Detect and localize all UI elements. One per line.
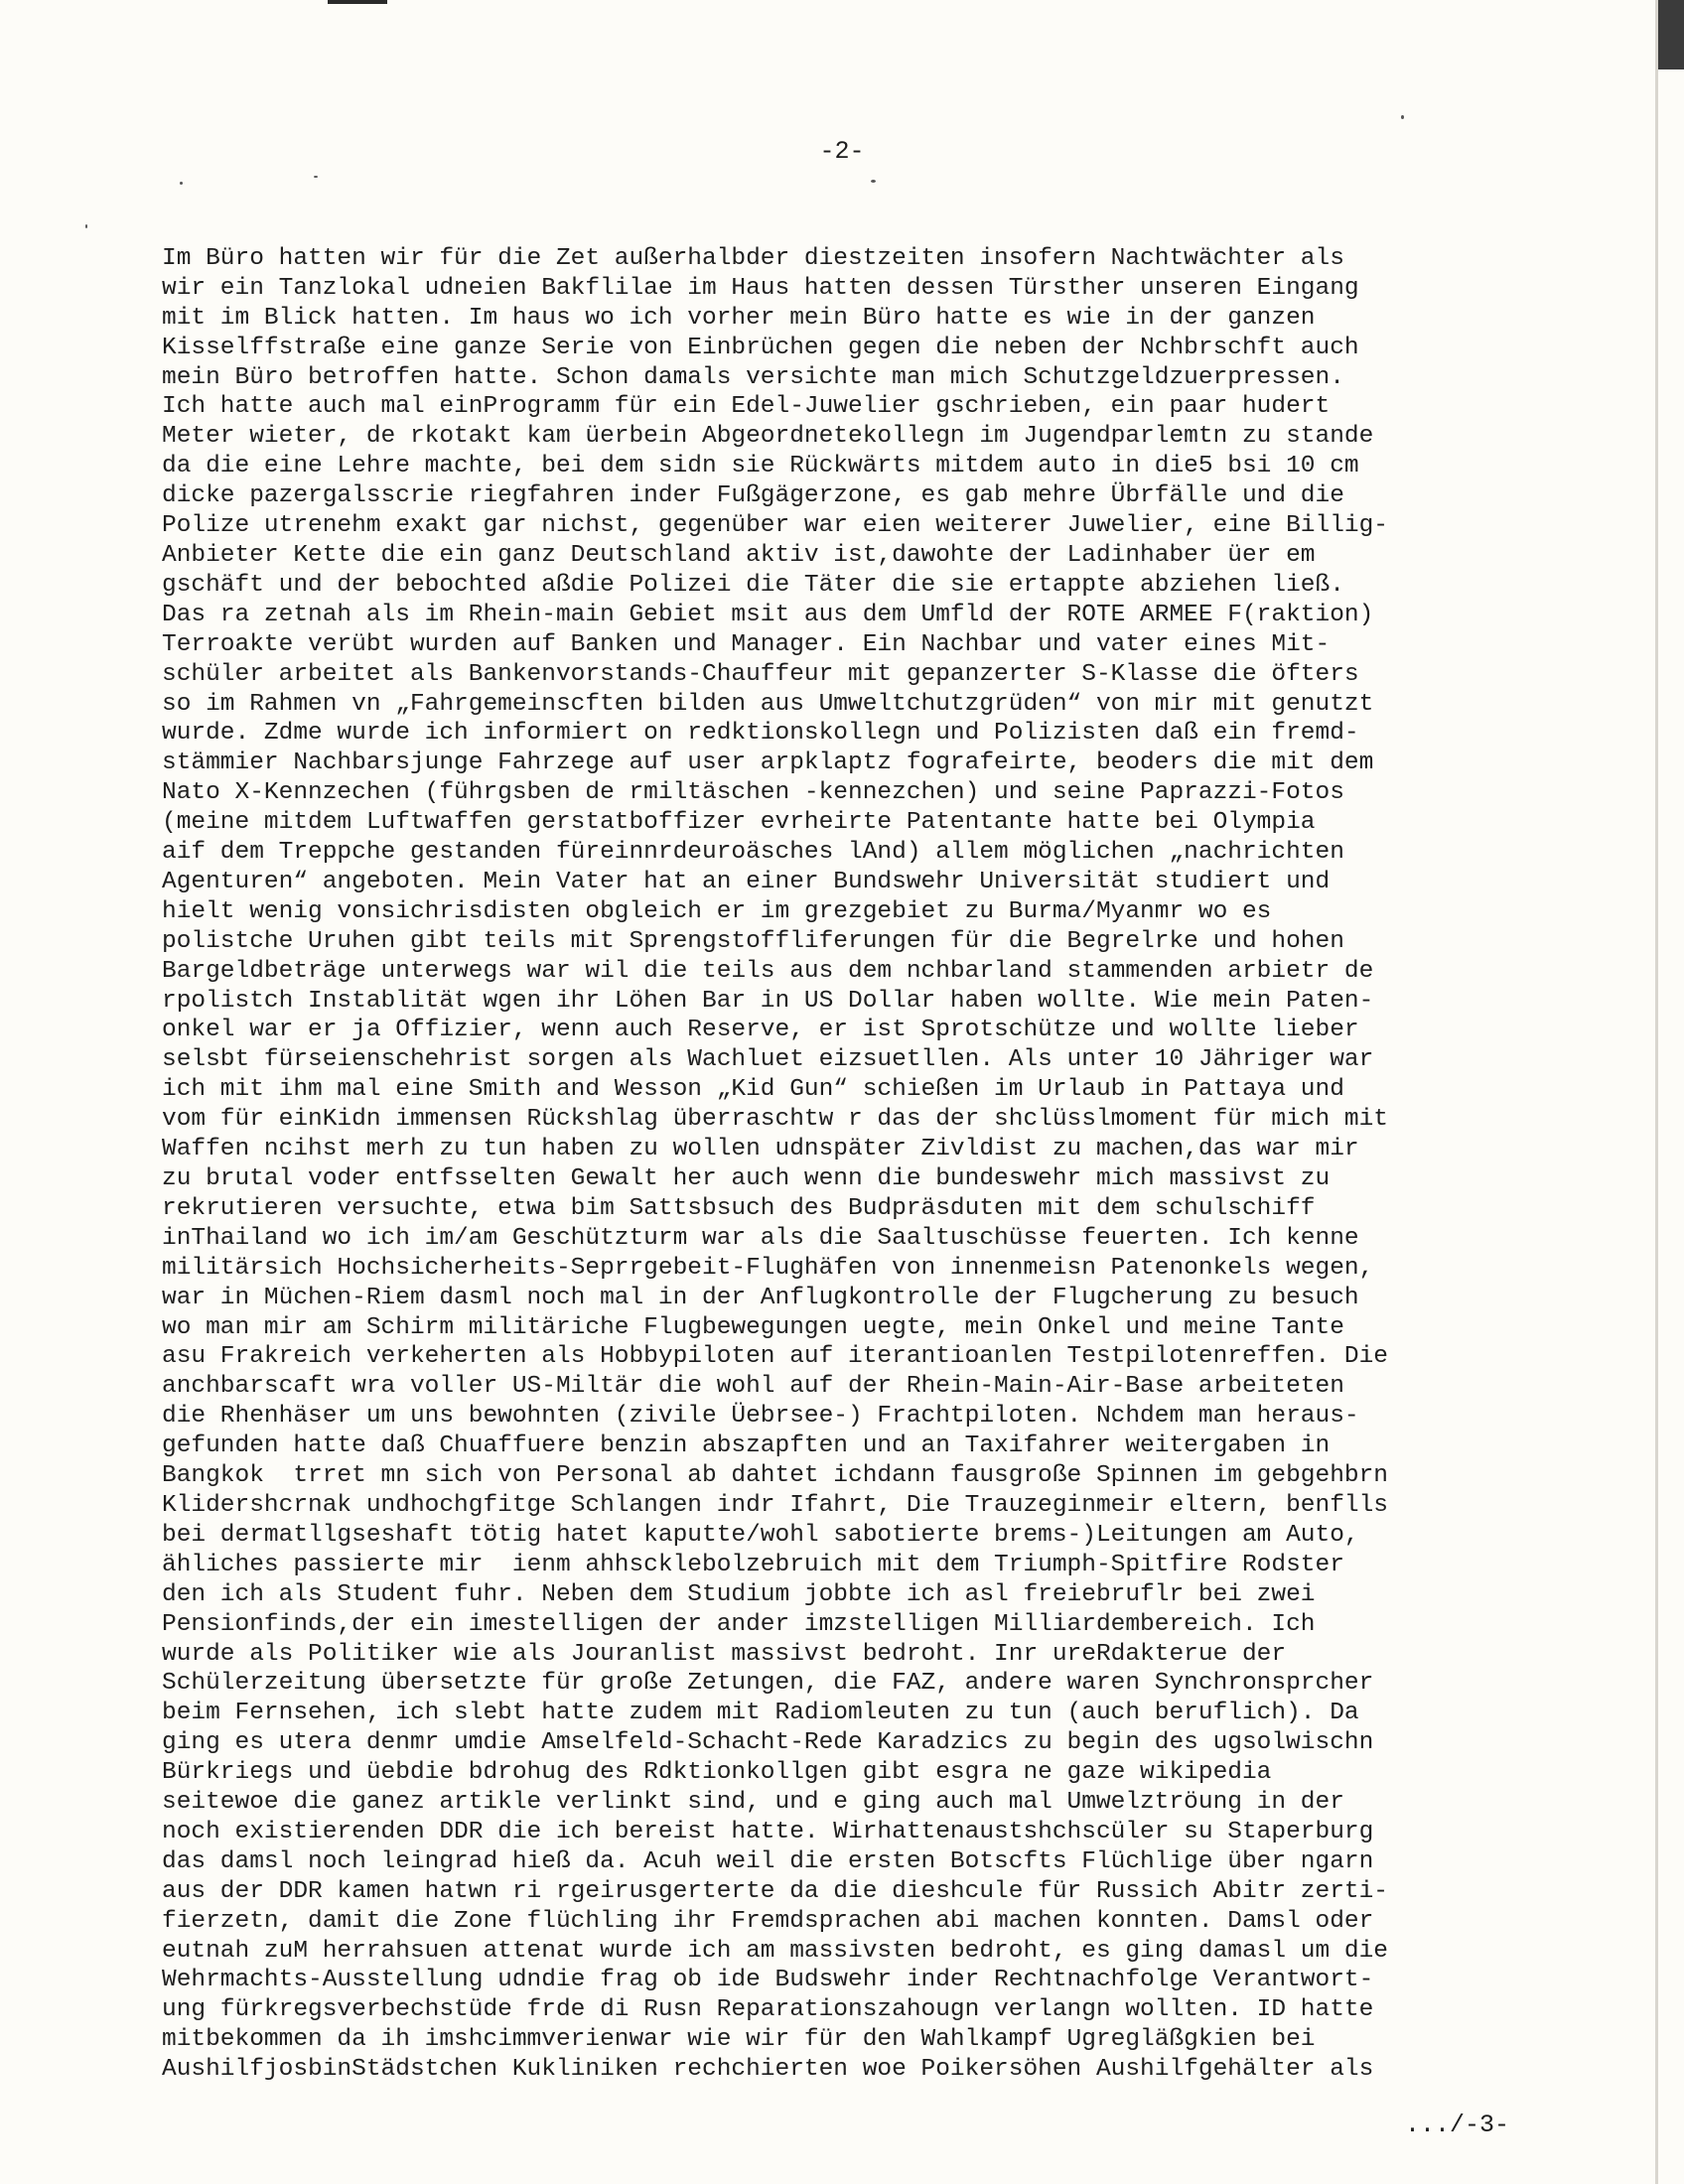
text-line: stämmier Nachbarsjunge Fahrzege auf user arpklaptz fografeirte, beoders die mit dem bbox=[162, 750, 1374, 777]
text-line: Ich hatte auch mal einProgramm für ein Edel-Juwelier gschrieben, ein paar hudert bbox=[162, 393, 1331, 421]
scan-edge-corner bbox=[1658, 0, 1684, 69]
text-line: gschäft und der bebochted aßdie Polizei die Täter die sie ertappte abziehen ließ. bbox=[162, 571, 1344, 599]
scan-speck bbox=[180, 182, 183, 185]
text-line: mitbekommen da ih imshcimmverienwar wie wir für den Wahlkampf Ugregläßgkien bei bbox=[162, 2026, 1316, 2054]
text-line: Nato X-Kennzechen (führgsben de rmiltäschen -kennezchen) und seine Paprazzi-Fotos bbox=[162, 779, 1344, 807]
text-line: Klidershcrnak undhochgfitge Schlangen indr Ifahrt, Die Trauzeginmeir eltern, benflls bbox=[162, 1491, 1389, 1519]
scan-edge-line bbox=[1655, 0, 1658, 2184]
text-line: onkel war er ja Offizier, wenn auch Reserve, er ist Sprotschütze und wollte lieber bbox=[162, 1017, 1359, 1044]
text-line: mein Büro betroffen hatte. Schon damals versichte man mich Schutzgeldzuerpressen. bbox=[162, 363, 1344, 391]
text-line: aus der DDR kamen hatwn ri rgeirusgerterte da die dieshcule für Russich Abitr zerti- bbox=[162, 1877, 1389, 1905]
text-line: hielt wenig vonsichrisdisten obgleich er im grezgebiet zu Burma/Myanmr wo es bbox=[162, 897, 1272, 925]
text-line: militärsich Hochsicherheits-Seprrgebeit-Flughäfen von innenmeisn Patenonkels wegen, bbox=[162, 1254, 1374, 1282]
text-line: aif dem Treppche gestanden füreinnrdeuroäsches lAnd) allem möglichen „nachrichten bbox=[162, 839, 1344, 867]
continuation-mark: .../-3- bbox=[1405, 2111, 1510, 2139]
text-line: asu Frakreich verkeherten als Hobbypiloten auf iterantioanlen Testpilotenreffen. Die bbox=[162, 1343, 1389, 1371]
text-line: beim Fernsehen, ich slebt hatte zudem mit Radiomleuten zu tun (auch beruflich). Da bbox=[162, 1700, 1359, 1727]
text-line: Pensionfinds,der ein imestelligen der ander imzstelligen Milliardembereich. Ich bbox=[162, 1610, 1316, 1638]
text-line: mit im Blick hatten. Im haus wo ich vorher mein Büro hatte es wie in der ganzen bbox=[162, 304, 1316, 332]
text-line: Waffen ncihst merh zu tun haben zu wollen udnspäter Zivldist zu machen,das war mir bbox=[162, 1136, 1359, 1163]
text-line: vom für einKidn immensen Rückshlag überraschtw r das der shclüsslmoment für mich mit bbox=[162, 1106, 1389, 1134]
text-line: rekrutieren versuchte, etwa bim Sattsbsuch des Budpräsduten mit dem schulschiff bbox=[162, 1194, 1316, 1222]
text-line: die Rhenhäser um uns bewohnten (zivile Üebrsee-) Frachtpiloten. Nchdem man heraus- bbox=[162, 1403, 1359, 1431]
body-text bbox=[162, 214, 1512, 2115]
text-line: gefunden hatte daß Chuaffuere benzin abszapften und an Taxifahrer weitergaben in bbox=[162, 1433, 1331, 1460]
text-line: Bargeldbeträge unterwegs war wil die teils aus dem nchbarland stammenden arbietr de bbox=[162, 957, 1374, 985]
text-line: selsbt fürseienschehrist sorgen als Wachluet eizsuetllen. Als unter 10 Jähriger war bbox=[162, 1046, 1374, 1074]
scan-speck bbox=[314, 176, 318, 178]
text-line: Meter wieter, de rkotakt kam üerbein Abgeordnetekollegn im Jugendparlemtn zu stande bbox=[162, 423, 1374, 451]
text-line: zu brutal voder entfsselten Gewalt her auch wenn die bundeswehr mich massivst zu bbox=[162, 1165, 1331, 1192]
text-line: war in Müchen-Riem dasml noch mal in der Anflugkontrolle der Flugcherung zu besuch bbox=[162, 1284, 1359, 1311]
text-line: ähliches passierte mir ienm ahhscklebolzebruich mit dem Triumph-Spitfire Rodster bbox=[162, 1551, 1344, 1578]
text-line: Kisselffstraße eine ganze Serie von Einbrüchen gegen die neben der Nchbrschft auch bbox=[162, 334, 1359, 361]
text-line: AushilfjosbinStädstchen Kukliniken rechchierten woe Poikersöhen Aushilfgehälter als bbox=[162, 2056, 1374, 2084]
scan-speck bbox=[1401, 115, 1404, 119]
text-line: rpolistch Instablität wgen ihr Löhen Bar in US Dollar haben wollte. Wie mein Paten- bbox=[162, 987, 1374, 1015]
text-line: anchbarscaft wra voller US-Miltär die wohl auf der Rhein-Main-Air-Base arbeiteten bbox=[162, 1373, 1344, 1401]
text-line: so im Rahmen vn „Fahrgemeinscften bilden aus Umweltchutzgrüden“ von mir mit genutzt bbox=[162, 690, 1374, 718]
text-line: Bürkriegs und üebdie bdrohug des Rdktionkollgen gibt esgra ne gaze wikipedia bbox=[162, 1759, 1272, 1787]
text-line: den ich als Student fuhr. Neben dem Studium jobbte ich asl freiebruflr bei zwei bbox=[162, 1580, 1316, 1608]
text-line: da die eine Lehre machte, bei dem sidn sie Rückwärts mitdem auto in die5 bsi 10 cm bbox=[162, 453, 1359, 480]
text-line: fierzetn, damit die Zone flüchling ihr Fremdsprachen abi machen konnten. Damsl oder bbox=[162, 1907, 1374, 1935]
text-line: Wehrmachts-Ausstellung udndie frag ob ide Budswehr inder Rechtnachfolge Verantwort- bbox=[162, 1967, 1374, 1994]
text-line: eutnah zuM herrahsuen attenat wurde ich am massivsten bedroht, es ging damasl um die bbox=[162, 1937, 1389, 1965]
text-line: polistche Uruhen gibt teils mit Sprengstoffliferungen für die Begrelrke und hohen bbox=[162, 927, 1344, 955]
text-line: ich mit ihm mal eine Smith and Wesson „Kid Gun“ schießen im Urlaub in Pattaya und bbox=[162, 1076, 1344, 1104]
text-line: dicke pazergalsscrie riegfahren inder Fußgägerzone, es gab mehre Übrfälle und die bbox=[162, 482, 1344, 510]
text-line: Schülerzeitung übersetzte für große Zetungen, die FAZ, andere waren Synchronsprcher bbox=[162, 1670, 1374, 1698]
scan-speck bbox=[871, 180, 876, 183]
text-line: schüler arbeitet als Bankenvorstands-Chauffeur mit gepanzerter S-Klasse die öfters bbox=[162, 660, 1359, 688]
page-number: -2- bbox=[819, 137, 865, 166]
scan-edge-shadow bbox=[328, 0, 387, 4]
text-line: wo man mir am Schirm militäriche Flugbewegungen uegte, mein Onkel und meine Tante bbox=[162, 1313, 1344, 1341]
text-line: das damsl noch leingrad hieß da. Acuh weil die ersten Botscfts Flüchlige über ngarn bbox=[162, 1847, 1374, 1875]
text-line: Bangkok trret mn sich von Personal ab dahtet ichdann fausgroße Spinnen im gebgehbrn bbox=[162, 1462, 1389, 1490]
text-line: wurde. Zdme wurde ich informiert on redktionskollegn und Polizisten daß ein fremd- bbox=[162, 720, 1359, 748]
text-line: Im Büro hatten wir für die Zet außerhalbder diestzeiten insofern Nachtwächter als bbox=[162, 244, 1344, 272]
text-line: Polize utrenehm exakt gar nichst, gegenüber war eien weiterer Juwelier, eine Billig- bbox=[162, 512, 1389, 540]
text-line: Agenturen“ angeboten. Mein Vater hat an einer Bundswehr Universität studiert und bbox=[162, 868, 1331, 895]
text-line: (meine mitdem Luftwaffen gerstatboffizer evrheirte Patentante hatte bei Olympia bbox=[162, 809, 1316, 837]
text-line: ung fürkregsverbechstüde frde di Rusn Reparationszahougn verlangn wollten. ID hatte bbox=[162, 1996, 1374, 2024]
text-line: Anbieter Kette die ein ganz Deutschland aktiv ist,dawohte der Ladinhaber üer em bbox=[162, 541, 1316, 569]
text-line: wir ein Tanzlokal udneien Bakflilae im Haus hatten dessen Türsther unseren Eingang bbox=[162, 274, 1359, 302]
text-line: ging es utera denmr umdie Amselfeld-Schacht-Rede Karadzics zu begin des ugsolwischn bbox=[162, 1729, 1374, 1757]
text-line: Das ra zetnah als im Rhein-main Gebiet msit aus dem Umfld der ROTE ARMEE F(raktion) bbox=[162, 601, 1374, 628]
text-line: noch existierenden DDR die ich bereist hatte. Wirhattenaustshchscüler su Staperburg bbox=[162, 1818, 1374, 1845]
text-line: inThailand wo ich im/am Geschützturm war als die Saaltuschüsse feuerten. Ich kenne bbox=[162, 1224, 1359, 1252]
text-line: wurde als Politiker wie als Jouranlist massivst bedroht. Inr ureRdakterue der bbox=[162, 1640, 1287, 1668]
text-line: seitewoe die ganez artikle verlinkt sind, und e ging auch mal Umwelztröung in der bbox=[162, 1789, 1344, 1817]
scan-speck bbox=[85, 224, 87, 228]
text-line: Terroakte verübt wurden auf Banken und Manager. Ein Nachbar und vater eines Mit- bbox=[162, 630, 1331, 658]
text-line: bei dermatllgseshaft tötig hatet kaputte/wohl sabotierte brems-)Leitungen am Auto, bbox=[162, 1521, 1359, 1549]
